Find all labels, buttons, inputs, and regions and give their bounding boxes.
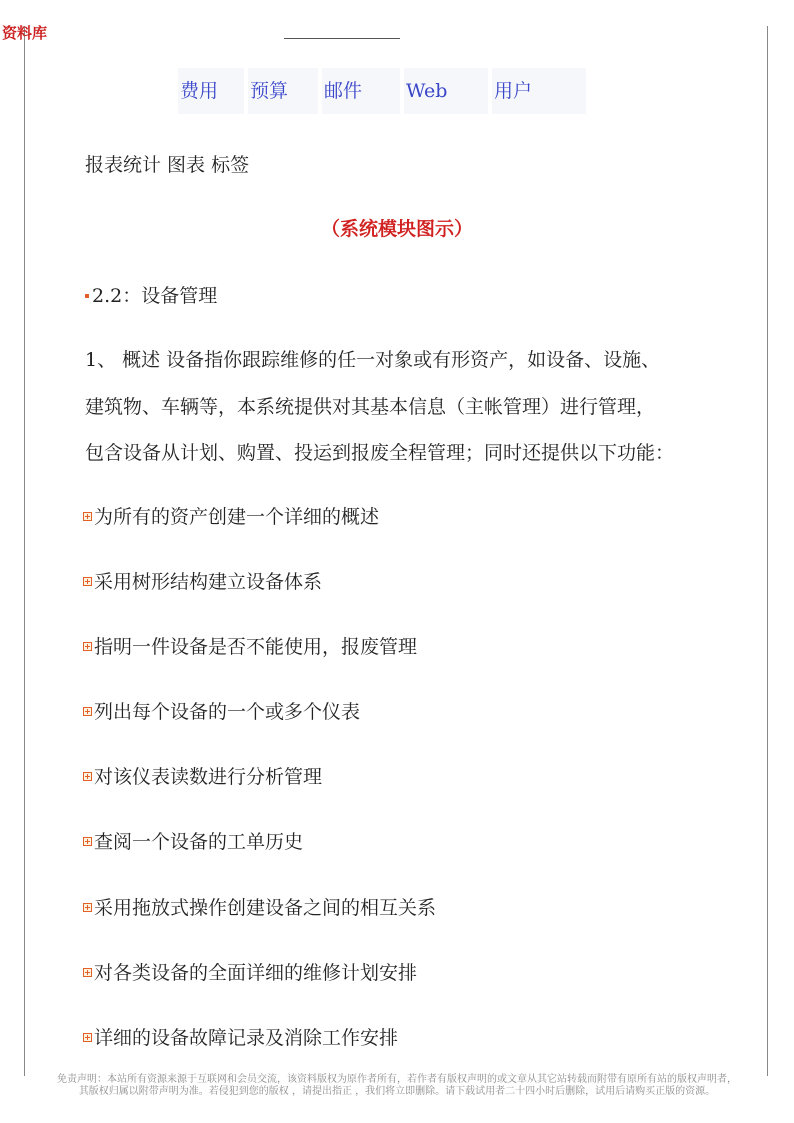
plus-box-icon: [83, 1033, 92, 1042]
overview-line-3: 包含设备从计划、购置、投运到报废全程管理；同时还提供以下功能：: [85, 442, 675, 464]
feature-item: [83, 502, 379, 529]
feature-text: 列出每个设备的一个或多个仪表: [94, 701, 361, 723]
feature-item: [83, 958, 417, 985]
tab-web[interactable]: Web: [404, 68, 488, 114]
feature-text: 采用拖放式操作创建设备之间的相互关系: [94, 897, 437, 919]
header-rule: [284, 38, 400, 39]
module-tab-strip: [178, 68, 586, 114]
tab-expense[interactable]: 费用: [178, 68, 244, 114]
feature-item: [83, 632, 417, 659]
watermark-logo: 资料库: [2, 24, 48, 42]
plus-box-icon: [83, 707, 92, 716]
bullet-square-icon: [85, 294, 89, 298]
plus-box-icon: [83, 772, 92, 781]
feature-text: 为所有的资产创建一个详细的概述: [94, 506, 380, 528]
footer-disclaimer: [24, 1074, 770, 1098]
plus-box-icon: [83, 577, 92, 586]
feature-text: 对各类设备的全面详细的维修计划安排: [94, 962, 418, 984]
disclaimer-line-2: 其版权归属以附带声明为准。若侵犯到您的版权 ，请提出指正 ，我们将立即删除。请下载试用者二十四小时后删除，试用后请购买正版的资源。: [78, 1086, 716, 1097]
overview-line-1: 1、 概述 设备指你跟踪维修的任一对象或有形资产，如设备、设施、: [85, 349, 661, 371]
feature-item: [83, 827, 303, 854]
tab-mail[interactable]: 邮件: [322, 68, 400, 114]
section-heading-text: 2.2：设备管理: [92, 285, 218, 307]
feature-text: 指明一件设备是否不能使用，报废管理: [94, 636, 418, 658]
plus-box-icon: [83, 837, 92, 846]
tab-budget[interactable]: 预算: [248, 68, 318, 114]
plus-box-icon: [83, 642, 92, 651]
plus-box-icon: [83, 512, 92, 521]
plus-box-icon: [83, 903, 92, 912]
feature-text: 采用树形结构建立设备体系: [94, 571, 323, 593]
feature-item: [83, 1023, 398, 1050]
disclaimer-line-1: 免责声明：本站所有资源来源于互联网和会员交流，该资料版权为原作者所有，若作者有版权声明的或文章从其它站转载而附带有原所有站的版权声明者，: [57, 1074, 737, 1085]
report-links: 报表统计 图表 标签: [85, 154, 250, 176]
feature-item: [83, 762, 322, 789]
feature-item: [83, 697, 360, 724]
tab-users[interactable]: 用户: [492, 68, 586, 114]
module-caption: （系统模块图示）: [320, 218, 473, 240]
plus-box-icon: [83, 968, 92, 977]
section-heading: [85, 281, 217, 308]
feature-item: [83, 893, 436, 920]
feature-item: [83, 567, 322, 594]
overview-line-2: 建筑物、车辆等，本系统提供对其基本信息（主帐管理）进行管理，: [85, 396, 656, 418]
feature-text: 详细的设备故障记录及消除工作安排: [94, 1027, 399, 1049]
feature-text: 查阅一个设备的工单历史: [94, 831, 304, 853]
feature-text: 对该仪表读数进行分析管理: [94, 766, 323, 788]
